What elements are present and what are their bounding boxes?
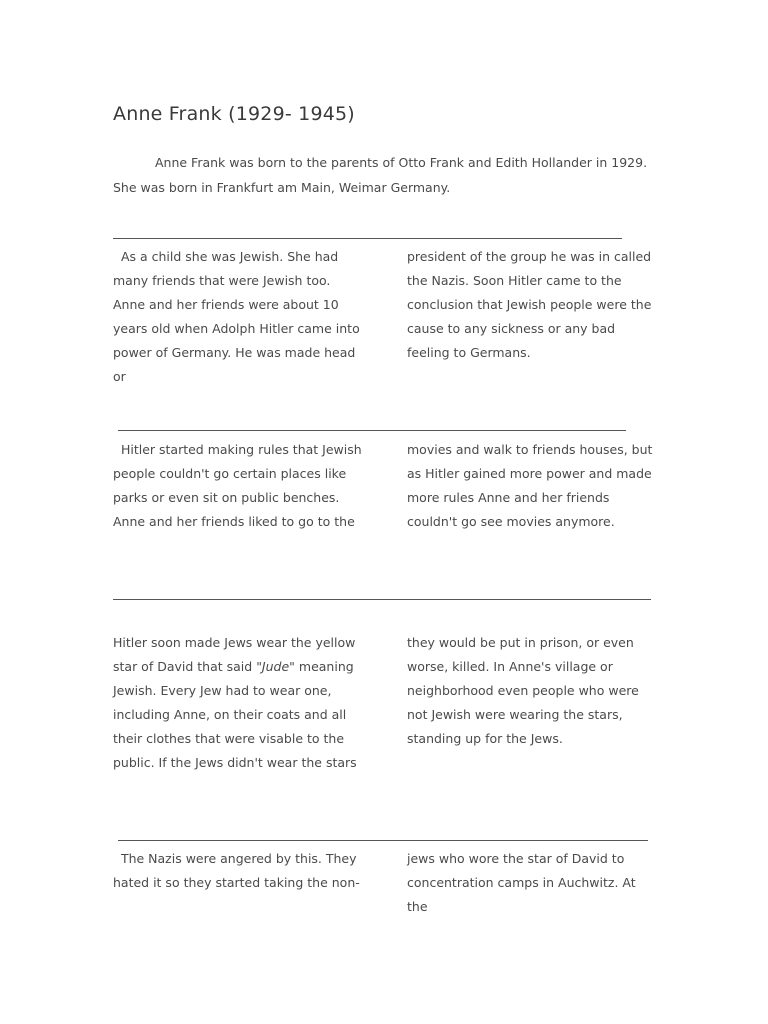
page-title: Anne Frank (1929- 1945) [113, 103, 355, 125]
section-3-left-text-a: Hitler soon made Jews wear the yellow star of David that said [113, 635, 356, 674]
section-2-right-column [407, 438, 657, 534]
section-divider [113, 238, 622, 239]
intro-line-1: Anne Frank was born to the parents of Otto Frank and Edith Hollander in 1929. [155, 155, 648, 170]
section-4-right-column [407, 847, 657, 919]
section-4-left-column [113, 847, 363, 895]
section-4-right-text: jews who wore the star of David to concentration camps in Auchwitz. At the [407, 851, 636, 914]
section-divider [118, 430, 626, 431]
section-2-left-column [113, 438, 366, 534]
section-2-left-text: Hitler started making rules that Jewish people couldn't go certain places like parks or even sit on public benches. Anne and her friends liked to go to the [113, 442, 366, 529]
section-3-left-column [113, 631, 363, 775]
section-1-right-text: president of the group he was in called the Nazis. Soon Hitler came to the conclusion that Jewish people were the cause to any sickness or any bad feeling to Germans. [407, 249, 652, 360]
section-3-right-column [407, 631, 657, 751]
section-3-right-text: they would be put in prison, or even worse, killed. In Anne's village or neighborhood even people who were not Jewish were wearing the stars, standing up for the Jews. [407, 635, 639, 746]
section-3-left-text [113, 631, 363, 775]
section-1-left-text: As a child she was Jewish. She had many friends that were Jewish too. Anne and her friends were about 10 years old when Adolph Hitler came into power of Germany. He was made head or [113, 249, 364, 384]
intro-line-2: She was born in Frankfurt am Main, Weimar Germany. [113, 180, 451, 195]
section-2-right-text: movies and walk to friends houses, but as Hitler gained more power and made more rules Anne and her friends couldn't go see movies anymore. [407, 442, 653, 529]
section-4-left-text: The Nazis were angered by this. They hated it so they started taking the non- [113, 851, 361, 890]
section-1-left-column [113, 245, 363, 389]
section-1-right-column [407, 245, 657, 365]
section-divider [113, 599, 651, 600]
section-divider [118, 840, 648, 841]
intro-paragraph [113, 150, 653, 200]
jude-quote: "Jude" [256, 659, 295, 674]
section-3-left-text-b: meaning Jewish. Every Jew had to wear one, including Anne, on their coats and all their clothes that were visable to the public. If the Jews didn't wear the stars [113, 659, 357, 770]
